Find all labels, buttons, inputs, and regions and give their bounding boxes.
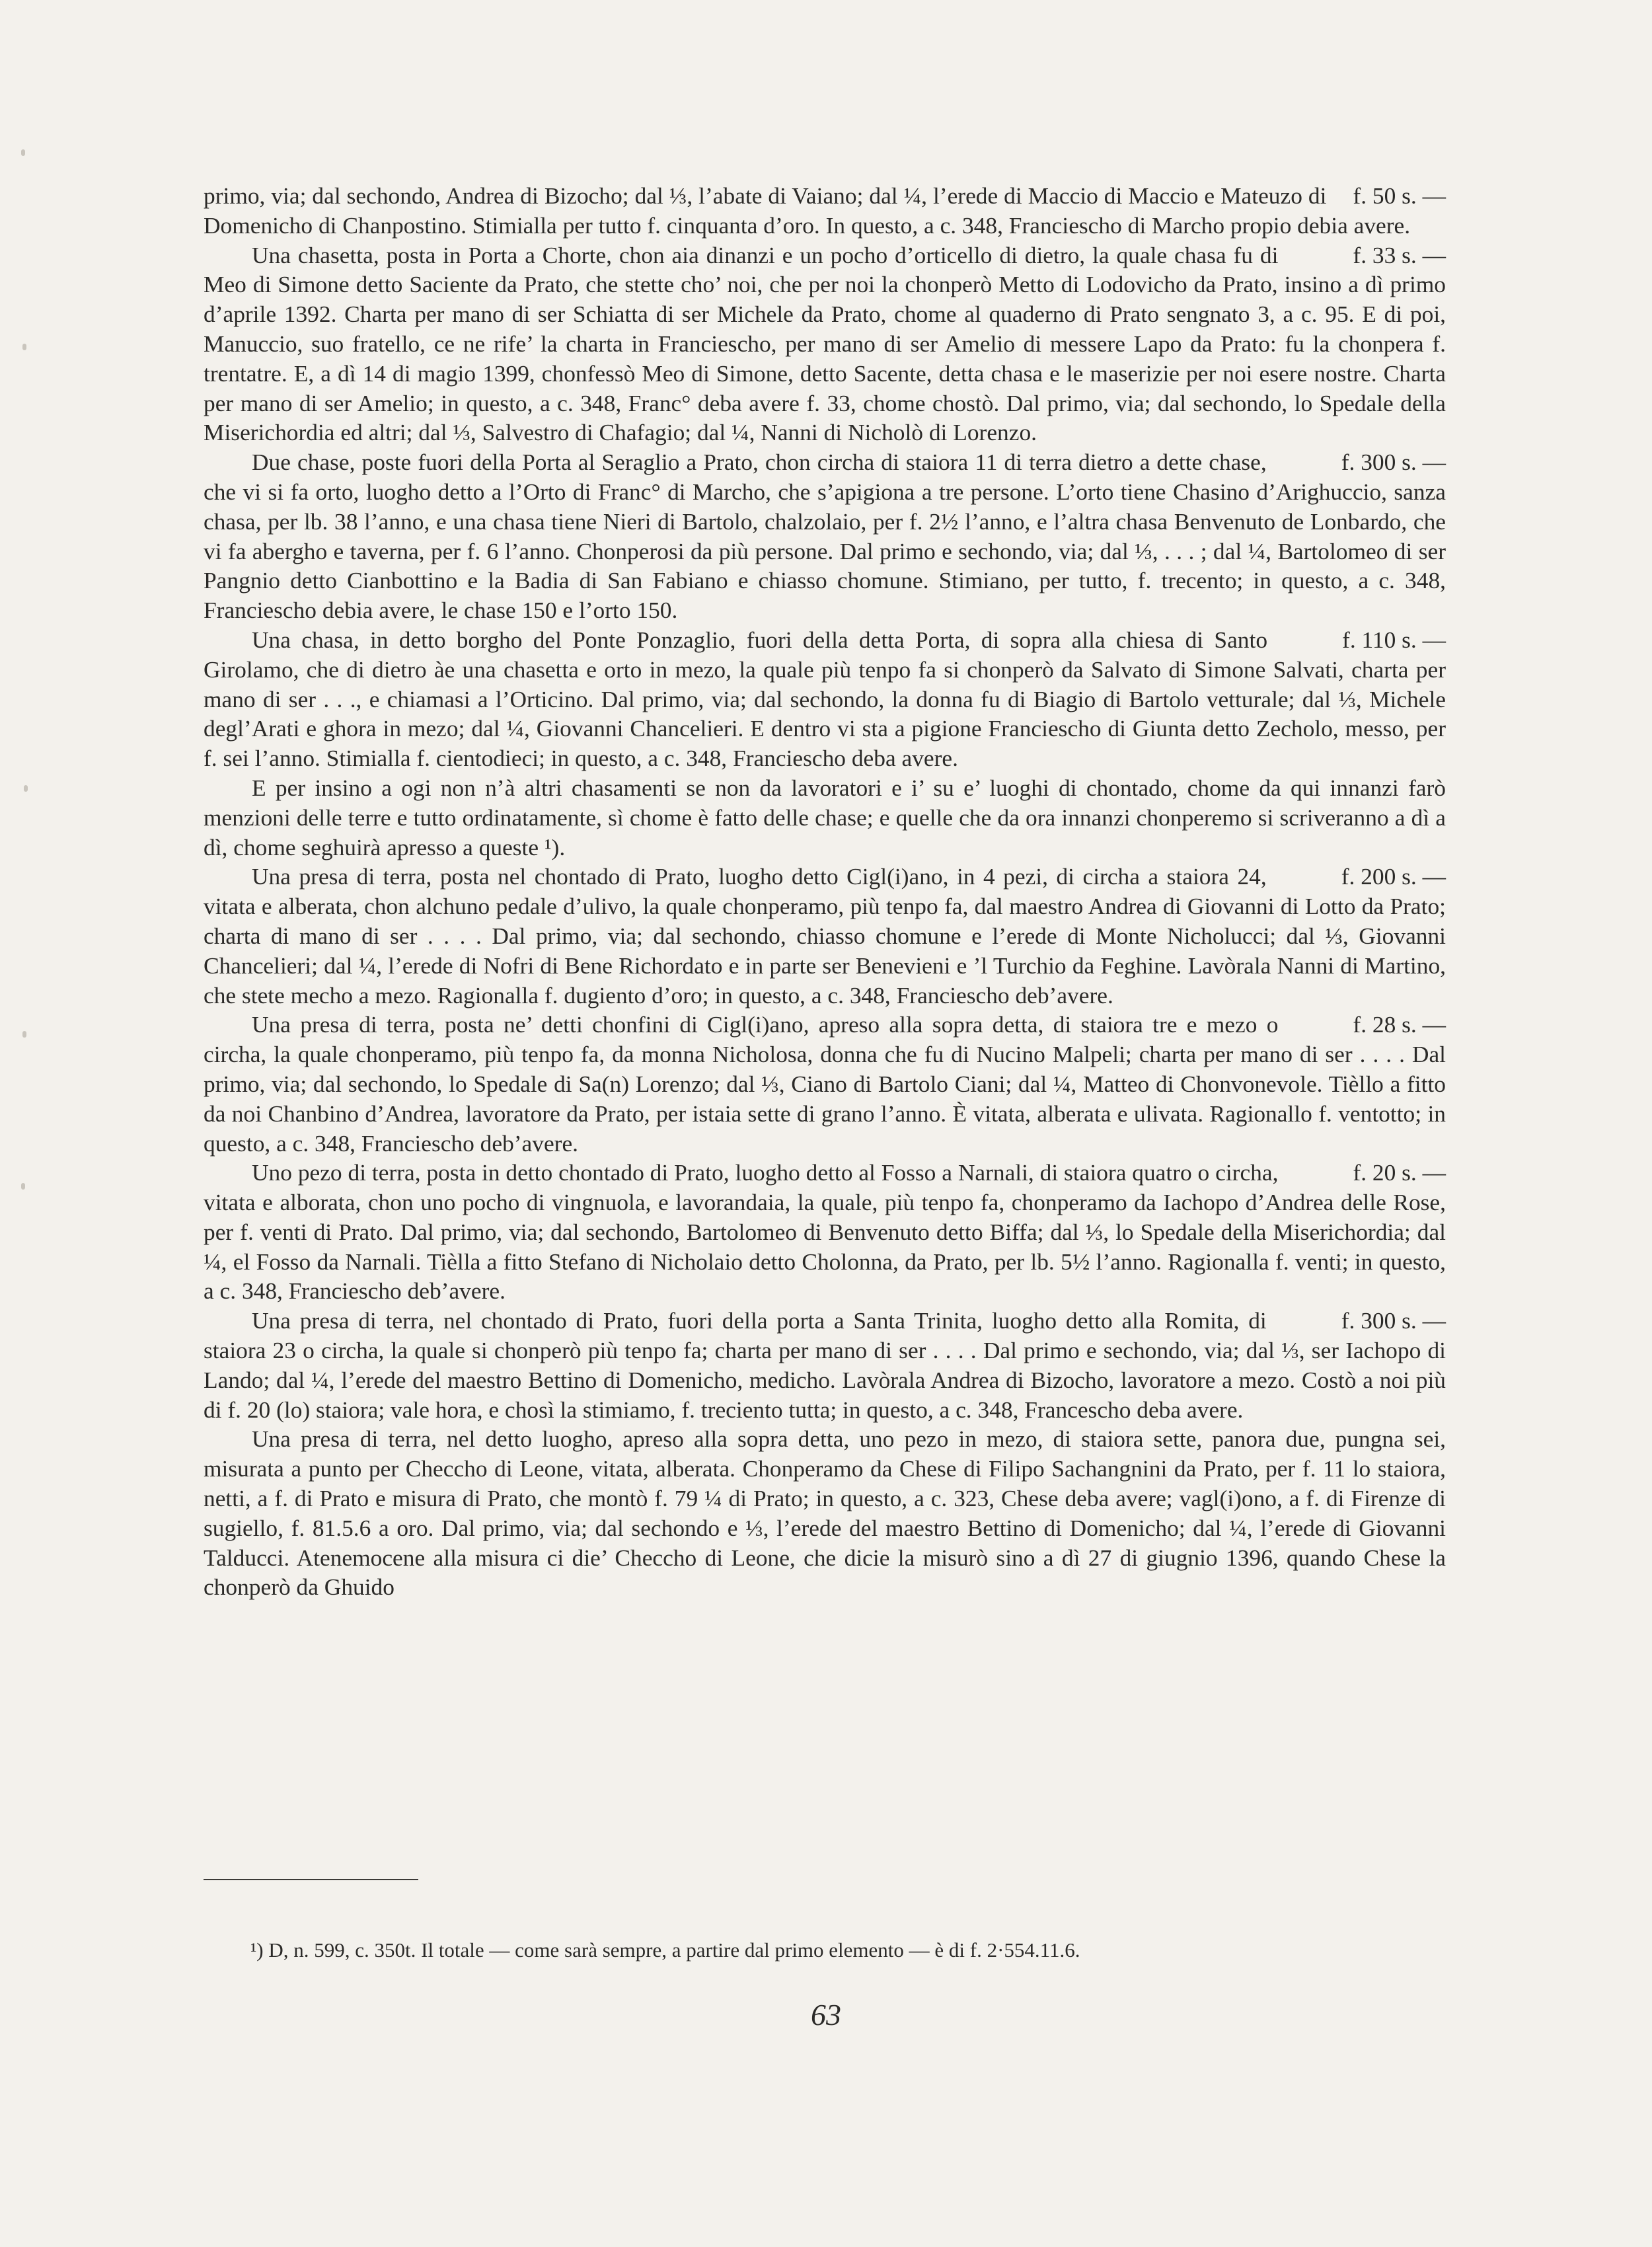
page-number: 63 <box>811 1998 841 2032</box>
entry-amount: f. 28 s. — <box>1353 1011 1446 1038</box>
entry-text: Una presa di terra, posta ne’ detti chonfini di Cigl(i)ano, apreso alla sopra detta, di staiora tre e mezo o circha, la quale chonperamo, più tenpo fa, da monna Nicholosa, donna che fu di Nucino Malpeli; charta per mano di ser . . . . Dal primo, via; dal sechondo, lo Spedale di Sa(n) Lorenzo; dal ⅓, Ciano di Bartolo Ciani; dal ¼, Matteo di Chonvonevole. Tièllo a fitto da noi Chanbino d’Andrea, lavoratore da Prato, per istaia sette di grano l’anno. È vitata, alberata e ulivata. Ragionallo f. ventotto; in questo, a c. 348, Franciescho deb’avere. <box>204 1011 1446 1157</box>
footnote-divider <box>204 1879 418 1880</box>
entry-paragraph <box>204 447 1446 625</box>
entry-paragraph <box>204 862 1446 1010</box>
entry-text: E per insino a ogi non n’à altri chasamenti se non da lavoratori e i’ su e’ luoghi di chontado, chome da qui innanzi farò menzioni delle terre e tutto ordinatamente, sì chome è fatto delle chase; e quelle che da ora innanzi chonperemo si scriveranno a dì a dì, chome seghuirà apresso a queste ¹). <box>204 774 1446 860</box>
entry-text: Una chasa, in detto borgho del Ponte Ponzaglio, fuori della detta Porta, di sopra alla chiesa di Santo Girolamo, che di dietro àe una chasetta e orto in mezo, la quale più tenpo fa si chonperò da Salvato di Simone Salvati, charta per mano di ser . . ., e chiamasi a l’Orticino. Dal primo, via; dal sechondo, la donna fu di Biagio di Bartolo vetturale; dal ⅓, Michele degl’Arati e ghora in mezo; dal ¼, Giovanni Chancelieri. E dentro vi sta a pigione Franciescho di Giunta detto Zecholo, messo, per f. sei l’anno. Stimialla f. cientodieci; in questo, a c. 348, Franciescho deba avere. <box>204 626 1446 772</box>
entry-paragraph <box>204 1158 1446 1306</box>
entry-text: Una presa di terra, nel chontado di Prato, fuori della porta a Santa Trinita, luogho detto alla Romita, di staiora 23 o circha, la quale si chonperò più tenpo fa; charta per mano di ser . . . . Dal primo e sechondo, via; dal ⅓, ser Iachopo di Lando; dal ¼, l’erede del maestro Bettino di Domenicho, medicho. Lavòrala Andrea di Bizocho, lavoratore a mezo. Costò a noi più di f. 20 (lo) staiora; vale hora, e chosì la stimiamo, f. treciento tutta; in questo, a c. 348, Francescho deba avere. <box>204 1307 1446 1423</box>
main-text <box>204 181 1446 1602</box>
entry-text: Una presa di terra, nel detto luogho, apreso alla sopra detta, uno pezo in mezo, di staiora sette, panora due, pungna sei, misurata a punto per Checcho di Leone, vitata, alberata. Chonperamo da Chese di Filipo Sachangnini da Prato, per f. 11 lo staiora, netti, a f. di Prato e misura di Prato, che montò f. 79 ¼ di Prato; in questo, a c. 323, Chese deba avere; vagl(i)ono, a f. di Firenze di sugiello, f. 81.5.6 a oro. Dal primo, via; dal sechondo e ⅓, l’erede del maestro Bettino di Domenicho; dal ¼, l’erede di Giovanni Talducci. Atenemocene alla misura ci die’ Checcho di Leone, che dicie la misurò sino a dì 27 di giugnio 1396, quando Chese la chonperò da Ghuido <box>204 1426 1446 1601</box>
margin-speck <box>22 1031 26 1038</box>
entry-amount: f. 300 s. — <box>1341 449 1446 476</box>
entry-text: primo, via; dal sechondo, Andrea di Bizocho; dal ⅓, l’abate di Vaiano; dal ¼, l’erede di Maccio di Maccio e Mateuzo di Domenicho di Chanpostino. Stimialla per tutto f. cinquanta d’oro. In questo, a c. 348, Franciescho di Marcho propio debia avere. <box>204 182 1411 239</box>
entry-paragraph <box>204 181 1446 241</box>
margin-speck <box>22 344 26 350</box>
entry-text: Una presa di terra, posta nel chontado di Prato, luogho detto Cigl(i)ano, in 4 pezi, di circha a staiora 24, vitata e alberata, chon alchuno pedale d’ulivo, la quale chonperamo, più tenpo fa, dal maestro Andrea di Giovanni di Lotto da Prato; charta di mano di ser . . . . Dal primo, via; dal sechondo, chiasso chomune e l’erede di Monte Nicholucci; dal ⅓, Giovanni Chancelieri; dal ¼, l’erede di Nofri di Bene Richordato e in parte ser Benevieni e ’l Turchio da Feghine. Lavòrala Nanni di Martino, che stete mecho a mezo. Ragionalla f. dugiento d’oro; in questo, a c. 348, Franciescho deb’avere. <box>204 863 1446 1009</box>
entry-paragraph <box>204 1424 1446 1602</box>
entry-text: Uno pezo di terra, posta in detto chontado di Prato, luogho detto al Fosso a Narnali, di staiora quatro o circha, vitata e alborata, chon uno pocho di vingnuola, e lavorandaia, la quale, più tenpo fa, chonperamo da Iachopo d’Andrea delle Rose, per f. venti di Prato. Dal primo, via; dal sechondo, Bartolomeo di Benvenuto detto Biffa; dal ⅓, lo Spedale della Miserichordia; dal ¼, el Fosso da Narnali. Tièlla a fitto Stefano di Nicholaio detto Cholonna, da Prato, per lb. 5½ l’anno. Ragionalla f. venti; in questo, a c. 348, Franciescho deb’avere. <box>204 1159 1446 1305</box>
entry-paragraph <box>204 1306 1446 1424</box>
entry-paragraph <box>204 1010 1446 1158</box>
entry-amount: f. 20 s. — <box>1353 1159 1446 1186</box>
entry-amount: f. 300 s. — <box>1341 1307 1446 1334</box>
entry-paragraph <box>204 773 1446 862</box>
entry-amount: f. 33 s. — <box>1353 241 1446 268</box>
footnote: ¹) D, n. 599, c. 350t. Il totale — come sarà sempre, a partire dal primo elemento — è di f. 2·554.11.6. <box>250 1938 1080 1961</box>
margin-speck <box>21 149 25 156</box>
entry-paragraph <box>204 625 1446 773</box>
margin-speck <box>21 1183 25 1190</box>
entry-amount: f. 110 s. — <box>1342 626 1446 653</box>
entry-text: Due chase, poste fuori della Porta al Seraglio a Prato, chon circha di staiora 11 di terra dietro a dette chase, che vi si fa orto, luogho detto a l’Orto di Franc° di Marcho, che s’apigiona a tre persone. L’orto tiene Chasino d’Arighuccio, sanza chasa, per lb. 38 l’anno, e una chasa tiene Nieri di Bartolo, chalzolaio, per f. 2½ l’anno, e l’altra chasa Benvenuto de Lonbardo, che vi fa abergho e taverna, per f. 6 l’anno. Chonperosi da più persone. Dal primo e sechondo, via; dal ⅓, . . . ; dal ¼, Bartolomeo di ser Pangnio detto Cianbottino e la Badia di San Fabiano e chiasso chomune. Stimiano, per tutto, f. trecento; in questo, a c. 348, Franciescho debia avere, le chase 150 e l’orto 150. <box>204 449 1446 624</box>
entry-amount: f. 50 s. — <box>1353 182 1446 209</box>
entry-amount: f. 200 s. — <box>1341 863 1446 890</box>
entry-paragraph <box>204 241 1446 448</box>
margin-speck <box>24 785 28 792</box>
entry-text: Una chasetta, posta in Porta a Chorte, chon aia dinanzi e un pocho d’orticello di dietro, la quale chasa fu di Meo di Simone detto Saciente da Prato, che stette cho’ noi, che per noi la chonperò Metto di Lodovicho da Prato, insino a dì primo d’aprile 1392. Charta per mano di ser Schiatta di ser Michele da Prato, chome al quaderno di Prato sengnato 3, a c. 95. E di poi, Manuccio, suo fratello, ce ne rife’ la charta in Franciescho, per mano di ser Amelio di messere Lapo da Prato: fu la chonpera f. trentatre. E, a dì 14 di magio 1399, chonfessò Meo di Simone, detto Sacente, detta chasa e le maserizie per noi esere nostre. Charta per mano di ser Amelio; in questo, a c. 348, Franc° deba avere f. 33, chome chostò. Dal primo, via; dal sechondo, lo Spedale della Miserichordia ed altri; dal ⅓, Salvestro di Chafagio; dal ¼, Nanni di Nicholò di Lorenzo. <box>204 241 1446 446</box>
